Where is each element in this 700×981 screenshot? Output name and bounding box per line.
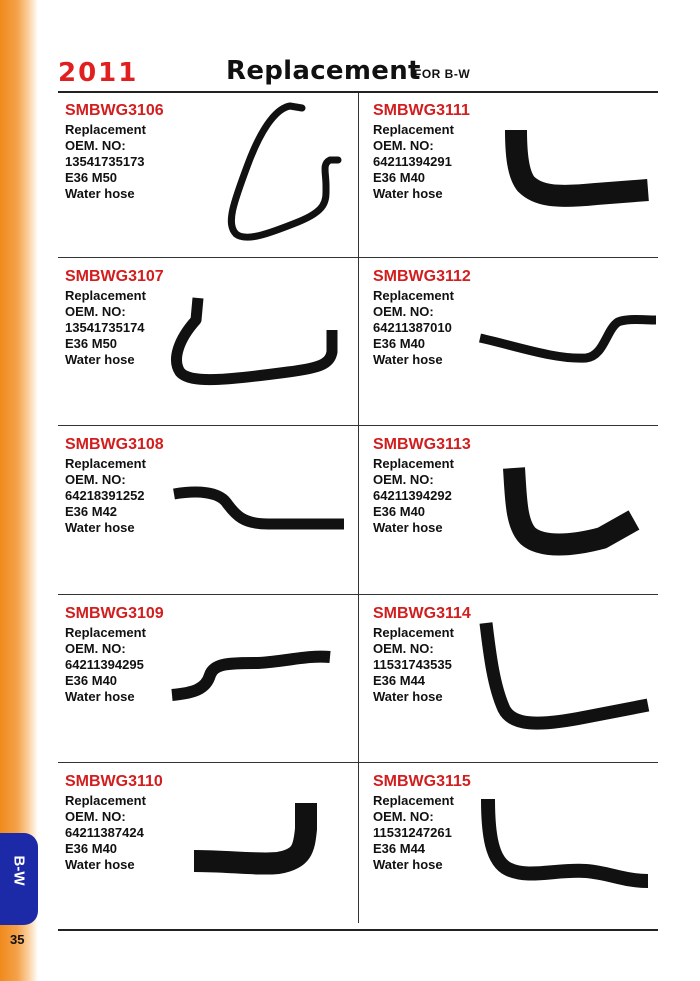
row-divider xyxy=(58,762,658,763)
footer-rule xyxy=(58,929,658,931)
product-description: Water hose xyxy=(65,857,135,872)
vehicle-model: E36 M40 xyxy=(373,170,426,185)
product-description: Water hose xyxy=(373,689,443,704)
product-description: Water hose xyxy=(65,352,135,367)
product-type: Replacement xyxy=(373,625,454,640)
vehicle-model: E36 M50 xyxy=(65,336,118,351)
product-info xyxy=(373,288,454,368)
product-code: SMBWG3107 xyxy=(65,268,164,285)
oem-number: 13541735174 xyxy=(65,320,145,335)
oem-label: OEM. NO: xyxy=(373,138,434,153)
product-description: Water hose xyxy=(373,520,443,535)
vehicle-model: E36 M40 xyxy=(373,504,426,519)
product-code: SMBWG3112 xyxy=(373,268,471,285)
product-type: Replacement xyxy=(65,793,146,808)
product-description: Water hose xyxy=(65,186,135,201)
oem-label: OEM. NO: xyxy=(65,809,126,824)
product-code: SMBWG3106 xyxy=(65,102,164,119)
oem-label: OEM. NO: xyxy=(65,472,126,487)
oem-number: 13541735173 xyxy=(65,154,145,169)
oem-label: OEM. NO: xyxy=(373,304,434,319)
vehicle-model: E36 M40 xyxy=(65,841,118,856)
vehicle-model: E36 M40 xyxy=(65,673,118,688)
product-card xyxy=(58,94,348,254)
oem-number: 11531743535 xyxy=(373,657,452,672)
oem-number: 64218391252 xyxy=(65,488,145,503)
product-info xyxy=(65,625,146,705)
oem-number: 64211394291 xyxy=(373,154,452,169)
catalog-year: 2011 xyxy=(58,58,139,88)
product-description: Water hose xyxy=(373,186,443,201)
vehicle-model: E36 M44 xyxy=(373,841,426,856)
product-type: Replacement xyxy=(65,456,146,471)
oem-label: OEM. NO: xyxy=(373,641,434,656)
product-description: Water hose xyxy=(65,520,135,535)
product-type: Replacement xyxy=(373,288,454,303)
product-code: SMBWG3114 xyxy=(373,605,471,622)
row-divider xyxy=(58,257,658,258)
product-info xyxy=(373,793,454,873)
product-card xyxy=(58,765,348,925)
product-card xyxy=(58,597,348,757)
page-title: Replacement xyxy=(226,56,421,86)
product-info xyxy=(65,456,146,536)
oem-label: OEM. NO: xyxy=(373,809,434,824)
oem-label: OEM. NO: xyxy=(65,641,126,656)
row-divider xyxy=(58,594,658,595)
page-number: 35 xyxy=(10,932,25,947)
product-type: Replacement xyxy=(373,456,454,471)
product-card xyxy=(366,94,656,254)
product-info xyxy=(373,456,454,536)
product-card xyxy=(58,428,348,588)
oem-number: 11531247261 xyxy=(373,825,452,840)
product-info xyxy=(373,625,454,705)
column-divider xyxy=(358,93,359,923)
product-info xyxy=(65,288,146,368)
vehicle-model: E36 M50 xyxy=(65,170,118,185)
product-code: SMBWG3111 xyxy=(373,102,470,119)
product-card xyxy=(366,428,656,588)
product-type: Replacement xyxy=(65,288,146,303)
oem-label: OEM. NO: xyxy=(65,138,126,153)
oem-number: 64211387424 xyxy=(65,825,144,840)
product-code: SMBWG3115 xyxy=(373,773,471,790)
oem-number: 64211394292 xyxy=(373,488,452,503)
product-card xyxy=(58,260,348,420)
product-type: Replacement xyxy=(65,625,146,640)
product-card xyxy=(366,260,656,420)
product-code: SMBWG3110 xyxy=(65,773,163,790)
product-info xyxy=(65,122,146,202)
product-description: Water hose xyxy=(65,689,135,704)
product-code: SMBWG3109 xyxy=(65,605,164,622)
product-type: Replacement xyxy=(65,122,146,137)
product-type: Replacement xyxy=(373,793,454,808)
vehicle-model: E36 M42 xyxy=(65,504,118,519)
product-card xyxy=(366,765,656,925)
vehicle-model: E36 M40 xyxy=(373,336,426,351)
vehicle-model: E36 M44 xyxy=(373,673,426,688)
product-code: SMBWG3113 xyxy=(373,436,471,453)
oem-label: OEM. NO: xyxy=(373,472,434,487)
page-subtitle: FOR B-W xyxy=(414,67,471,81)
product-description: Water hose xyxy=(373,352,443,367)
oem-number: 64211387010 xyxy=(373,320,452,335)
product-description: Water hose xyxy=(373,857,443,872)
product-info xyxy=(65,793,146,873)
product-info xyxy=(373,122,454,202)
oem-label: OEM. NO: xyxy=(65,304,126,319)
product-code: SMBWG3108 xyxy=(65,436,164,453)
oem-number: 64211394295 xyxy=(65,657,144,672)
product-type: Replacement xyxy=(373,122,454,137)
side-tab-label: B-W xyxy=(10,855,28,886)
row-divider xyxy=(58,425,658,426)
product-card xyxy=(366,597,656,757)
